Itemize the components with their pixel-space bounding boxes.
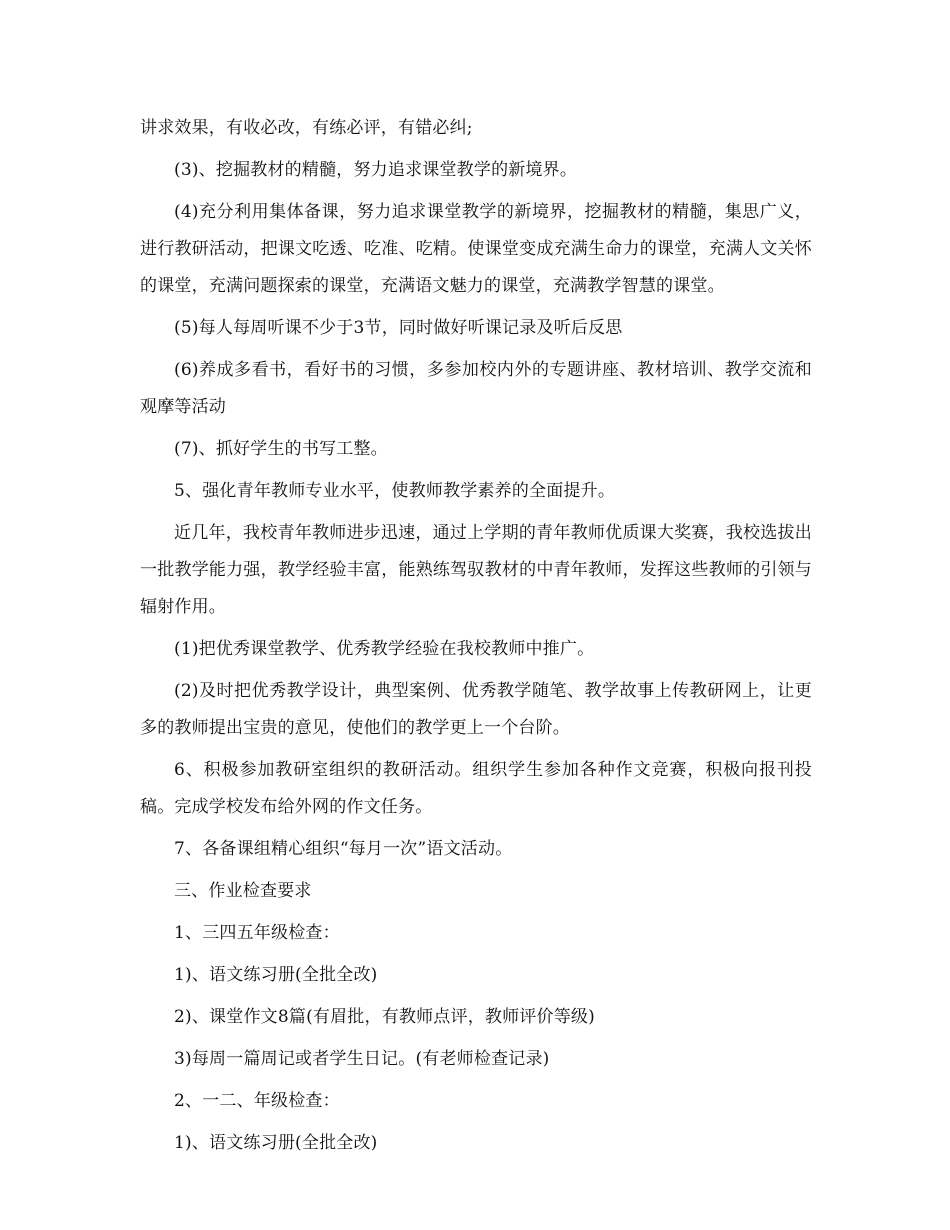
- paragraph-14: 1、三四五年级检查：: [174, 923, 340, 943]
- paragraph-3: (4)充分利用集体备课，努力追求课堂教学的新境界，挖掘教材的精髓，集思广义，进行教研活动，把课文吃透、吃准、吃精。使课堂变成充满生命力的课堂，充满人文关怀的课堂，充满问题探索的课堂，充满语文魅力的课堂，充满教学智慧的课堂。: [140, 202, 812, 296]
- paragraph-18: 2、一二、年级检查：: [174, 1091, 340, 1111]
- paragraph-1: 讲求效果，有收必改，有练必评，有错必纠;: [140, 118, 473, 138]
- paragraph-11: 6、积极参加教研室组织的教研活动。组织学生参加各种作文竞赛，积极向报刊投稿。完成学校发布给外网的作文任务。: [140, 760, 812, 817]
- paragraph-8: 近几年，我校青年教师进步迅速，通过上学期的青年教师优质课大奖赛，我校选拔出一批教学能力强，教学经验丰富，能熟练驾驭教材的中青年教师，发挥这些教师的引领与辐射作用。: [140, 523, 812, 617]
- paragraph-15: 1)、语文练习册(全批全改): [174, 965, 378, 985]
- paragraph-5: (6)养成多看书，看好书的习惯，多参加校内外的专题讲座、教材培训、教学交流和观摩等活动: [140, 360, 812, 417]
- paragraph-9: (1)把优秀课堂教学、优秀教学经验在我校教师中推广。: [174, 639, 595, 659]
- paragraph-2: (3)、挖掘教材的精髓，努力追求课堂教学的新境界。: [174, 160, 578, 180]
- section-heading: 三、作业检查要求: [174, 881, 312, 901]
- paragraph-7: 5、强化青年教师专业水平，使教师教学素养的全面提升。: [174, 481, 616, 501]
- paragraph-19: 1)、语文练习册(全批全改): [174, 1133, 378, 1153]
- paragraph-16: 2)、课堂作文8篇(有眉批，有教师点评，教师评价等级): [174, 1007, 595, 1027]
- paragraph-17: 3)每周一篇周记或者学生日记。(有老师检查记录): [174, 1049, 550, 1069]
- paragraph-10: (2)及时把优秀教学设计，典型案例、优秀教学随笔、教学故事上传教研网上，让更多的教师提出宝贵的意见，使他们的教学更上一个台阶。: [140, 681, 812, 738]
- paragraph-4: (5)每人每周听课不少于3节，同时做好听课记录及听后反思: [174, 318, 623, 338]
- paragraph-6: (7)、抓好学生的书写工整。: [174, 439, 388, 459]
- paragraph-12: 7、各备课组精心组织“每月一次”语文活动。: [174, 839, 513, 859]
- document-body: [140, 110, 812, 1167]
